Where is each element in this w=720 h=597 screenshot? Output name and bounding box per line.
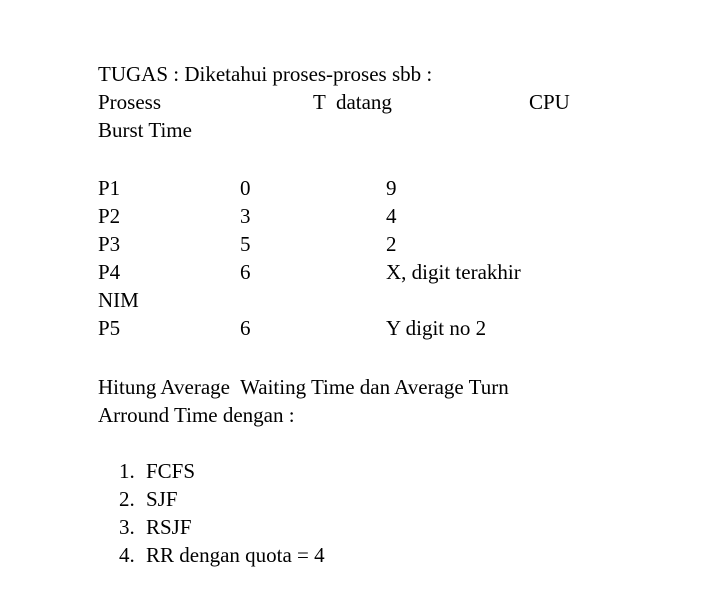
header-arrival: T datang bbox=[313, 90, 392, 114]
row-burst: X, digit terakhir bbox=[386, 260, 521, 284]
list-item bbox=[98, 457, 178, 511]
row-arrival: 6 bbox=[240, 260, 251, 284]
list-text: RR dengan quota = 4 bbox=[146, 543, 325, 567]
list-text: SJF bbox=[146, 487, 178, 511]
list-item bbox=[98, 429, 196, 483]
row-process: P4 bbox=[98, 260, 121, 284]
list-item bbox=[98, 513, 325, 567]
list-number: 1. bbox=[119, 459, 135, 483]
header-cpu: CPU bbox=[529, 90, 570, 114]
instruction-line: Hitung Average Waiting Time dan Average Turn bbox=[98, 375, 509, 399]
row-arrival: 5 bbox=[240, 232, 251, 256]
row-process: P5 bbox=[98, 316, 121, 340]
row-process: NIM bbox=[98, 288, 139, 312]
list-text: FCFS bbox=[146, 459, 196, 483]
list-number: 4. bbox=[119, 543, 135, 567]
instruction-line: Arround Time dengan : bbox=[98, 403, 295, 427]
task-title: TUGAS : Diketahui proses-proses sbb : bbox=[98, 62, 433, 86]
list-item bbox=[98, 485, 192, 539]
row-process: P1 bbox=[98, 176, 121, 200]
header-burst: Burst Time bbox=[98, 118, 192, 142]
row-arrival: 6 bbox=[240, 316, 251, 340]
row-process: P2 bbox=[98, 204, 121, 228]
row-burst: 4 bbox=[386, 204, 397, 228]
row-arrival: 3 bbox=[240, 204, 251, 228]
list-text: RSJF bbox=[146, 515, 192, 539]
list-number: 2. bbox=[119, 487, 135, 511]
row-burst: 2 bbox=[386, 232, 397, 256]
header-process: Prosess bbox=[98, 90, 162, 114]
row-burst: 9 bbox=[386, 176, 397, 200]
row-burst: Y digit no 2 bbox=[386, 316, 487, 340]
row-arrival: 0 bbox=[240, 176, 251, 200]
row-process: P3 bbox=[98, 232, 121, 256]
list-number: 3. bbox=[119, 515, 135, 539]
